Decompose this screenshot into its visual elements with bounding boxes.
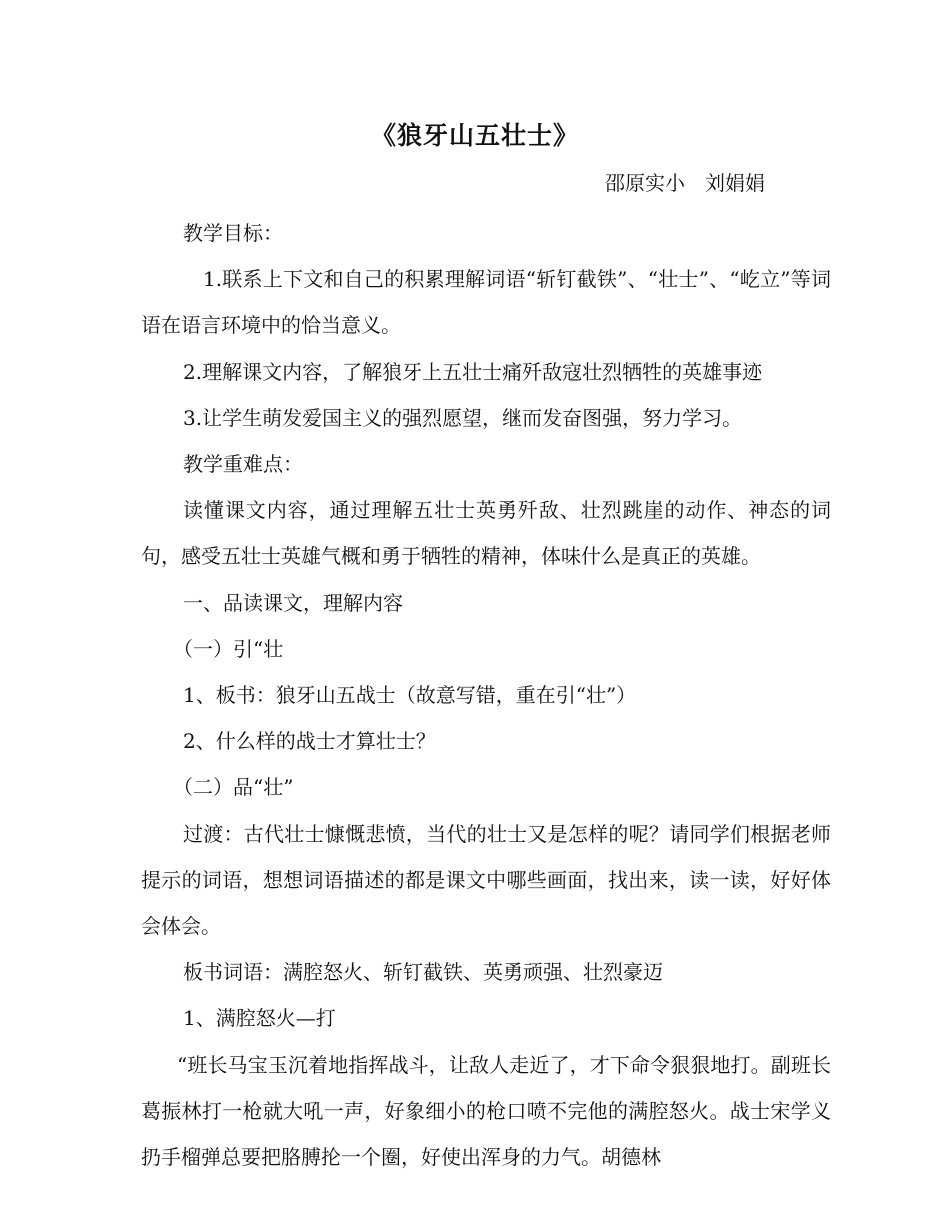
subsection-heading-1: （一）引“壮 — [173, 636, 284, 661]
step-1: 1、板书：狼牙山五战士（故意写错，重在引“壮”） — [183, 683, 637, 708]
quoted-passage: “班长马宝玉沉着地指挥战斗，让敌人走近了，才下命令狠狠地打。副班长葛振林打一枪就大吼一声，好象细小的枪口喷不完他的满腔怒火。战士宋学义扔手榴弹总要把胳膊抡一个圈，好使出浑身的力气。胡德林 — [141, 1052, 831, 1170]
board-words: 板书词语：满腔怒火、斩钉截铁、英勇顽强、壮烈豪迈 — [183, 960, 663, 985]
step-2: 2、什么样的战士才算壮士？ — [183, 729, 436, 754]
document-body — [141, 210, 831, 1180]
heading-teaching-goals: 教学目标： — [183, 221, 283, 245]
document-title: 《狼牙山五壮士》 — [370, 121, 579, 150]
transition-paragraph: 过渡：古代壮士慷慨悲愤，当代的壮士又是怎样的呢？请同学们根据老师提示的词语，想想词语描述的都是课文中哪些画面，找出来，读一读，好好体会体会。 — [141, 821, 831, 939]
heading-key-points: 教学重难点： — [183, 452, 303, 477]
goal-item-1: 1.联系上下文和自己的积累理解词语“斩钉截铁”、“壮士”、“屹立”等词语在语言环境中的恰当意义。 — [141, 267, 831, 338]
goal-item-2: 2.理解课文内容，了解狼牙上五壮士痛歼敌寇壮烈牺牲的英雄事迹 — [183, 359, 763, 384]
subsection-heading-2: （二）品“壮” — [173, 775, 294, 800]
section-heading-1: 一、品读课文，理解内容 — [183, 590, 403, 615]
document-author: 邵原实小 刘娟娟 — [605, 171, 765, 195]
key-points-text: 读懂课文内容，通过理解五壮士英勇歼敌、壮烈跳崖的动作、神态的词句，感受五壮士英雄气概和勇于牺牲的精神，体味什么是真正的英雄。 — [141, 498, 831, 569]
goal-item-3: 3.让学生萌发爱国主义的强烈愿望，继而发奋图强，努力学习。 — [183, 405, 743, 430]
point-1-heading: 1、满腔怒火—打 — [183, 1006, 336, 1031]
